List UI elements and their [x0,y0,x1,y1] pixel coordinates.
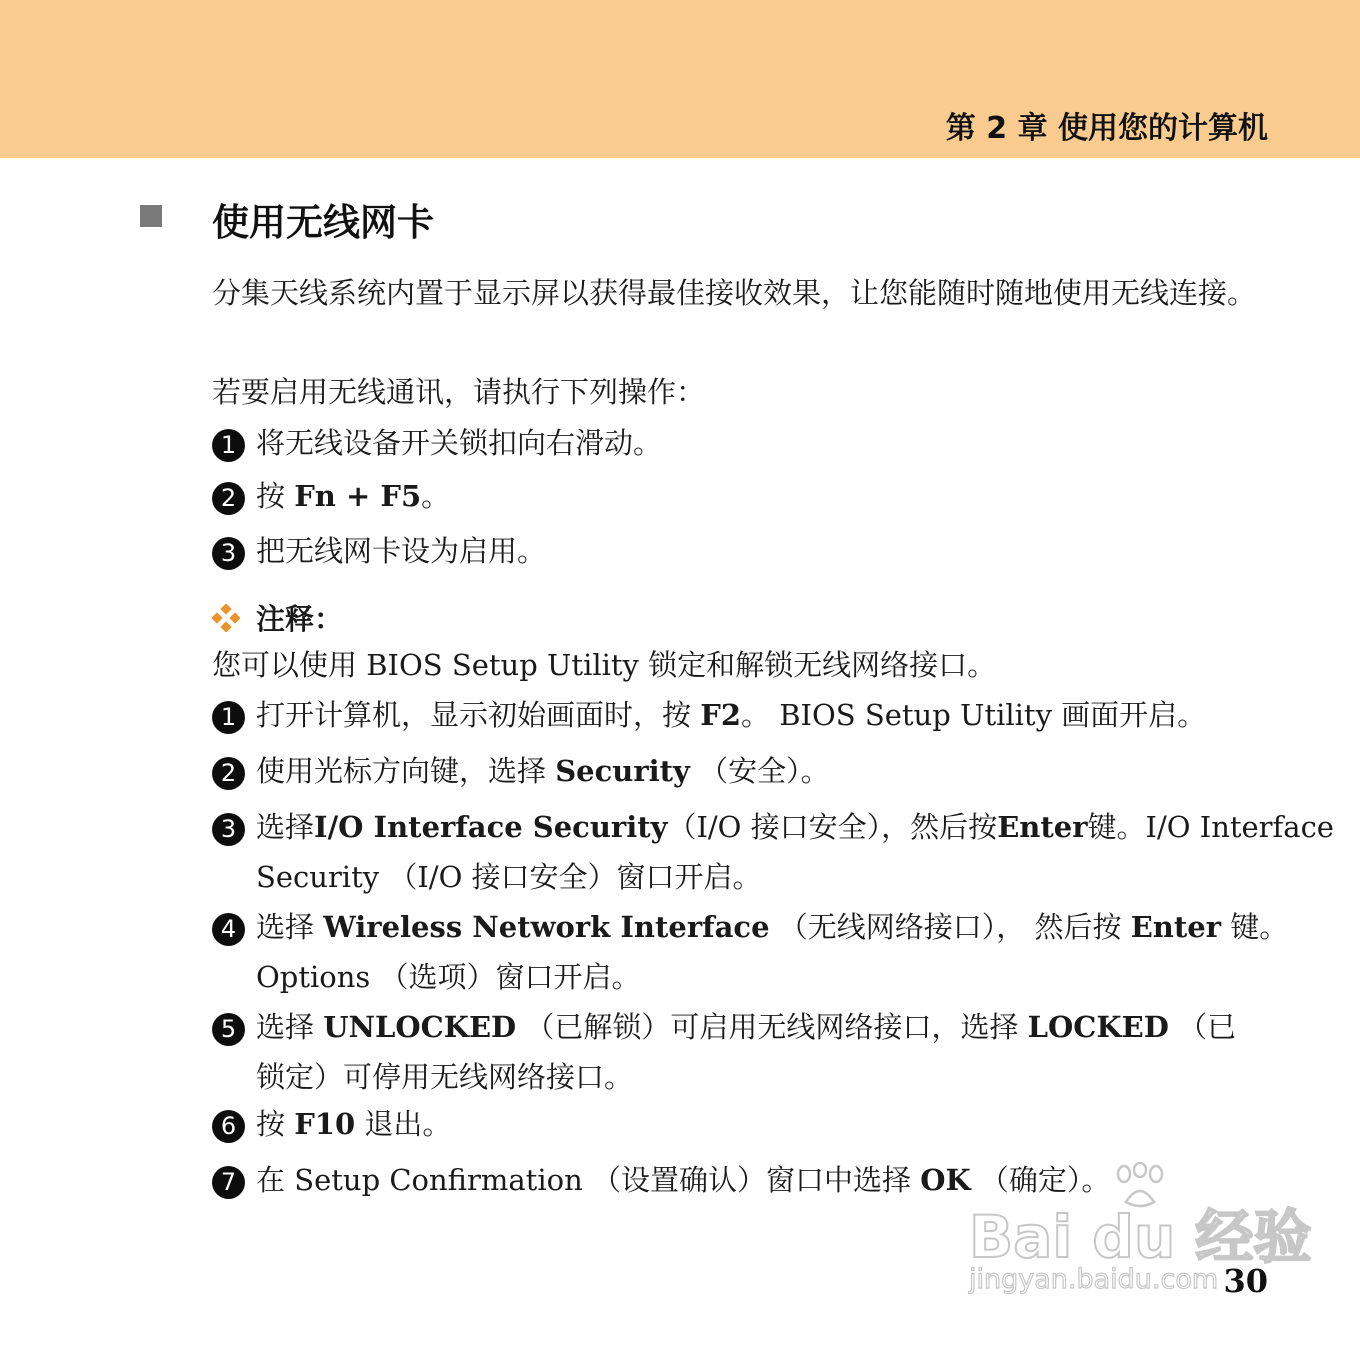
section-title: 使用无线网卡 [212,201,434,244]
step-text: 打开计算机，显示初始画面时，按 F2。 BIOS Setup Utility 画面开启。 [256,698,1207,732]
watermark-brand: Bai du 经验 [969,1203,1312,1271]
step-number-badge: 1 [212,429,245,462]
page-number: 30 [1223,1262,1268,1300]
step-text: 把无线网卡设为启用。 [256,534,547,568]
step-number-badge: 1 [212,701,245,734]
diamond-bullet-icon [212,604,240,632]
step-text: 选择I/O Interface Security（I/O 接口安全），然后按Enter键。I/O Interface [256,810,1334,844]
step-number-badge: 3 [212,537,245,570]
step-text: 选择 UNLOCKED （已解锁）可启用无线网络接口，选择 LOCKED （已 [256,1010,1237,1044]
note-title: 注释： [256,602,344,636]
step-number-badge: 5 [212,1013,245,1046]
step-continuation: Options （选项）窗口开启。 [256,960,641,994]
watermark-url: jingyan.baidu.com [969,1264,1219,1295]
step-text: 选择 Wireless Network Interface （无线网络接口）， 然后按 Enter 键。 [256,910,1289,944]
step-text: 按 Fn + F5。 [256,479,451,513]
step-number-badge: 4 [212,913,245,946]
step-text: 使用光标方向键，选择 Security （安全）。 [256,754,830,788]
intro-instruction: 若要启用无线通讯，请执行下列操作： [212,375,706,409]
step-number-badge: 2 [212,482,245,515]
step-number-badge: 3 [212,813,245,846]
step-continuation: Security （I/O 接口安全）窗口开启。 [256,860,762,894]
step-number-badge: 6 [212,1110,245,1143]
step-text: 在 Setup Confirmation （设置确认）窗口中选择 OK （确定）。 [256,1163,1111,1197]
chapter-title: 第 2 章 使用您的计算机 [945,111,1268,146]
step-text: 将无线设备开关锁扣向右滑动。 [256,426,663,460]
step-number-badge: 2 [212,757,245,790]
note-text: 您可以使用 BIOS Setup Utility 锁定和解锁无线网络接口。 [212,648,997,682]
step-continuation: 锁定）可停用无线网络接口。 [256,1060,634,1094]
intro-paragraph: 分集天线系统内置于显示屏以获得最佳接收效果，让您能随时随地使用无线连接。 [212,276,1257,310]
step-number-badge: 7 [212,1166,245,1199]
step-text: 按 F10 退出。 [256,1107,452,1141]
section-bullet-square [140,205,162,227]
